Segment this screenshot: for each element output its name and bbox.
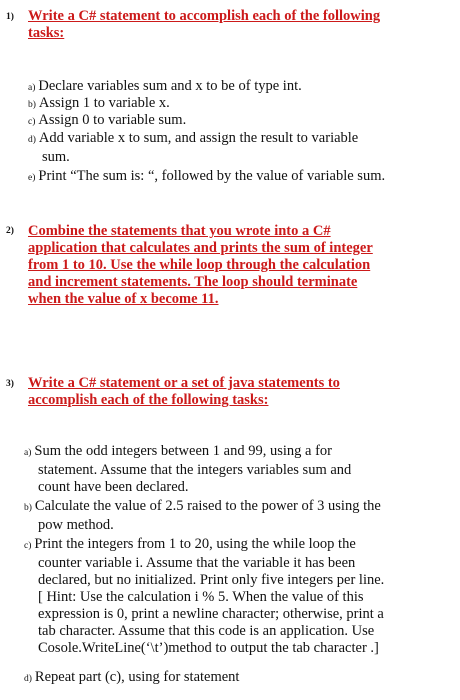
title-line: Combine the statements that you wrote into a C# — [28, 223, 331, 239]
item-text: Print “The sum is: “, followed by the value of variable sum. — [38, 168, 386, 184]
title-line: when the value of x become 11. — [28, 291, 219, 307]
item-text: Assign 1 to variable x. — [38, 95, 170, 111]
item-text: declared, but no initialized. Print only five integers per line. — [38, 572, 385, 588]
title-line: from 1 to 10. Use the while loop through the calculation — [28, 257, 371, 273]
list-item — [24, 536, 444, 657]
item-text: Repeat part (c), using for statement — [34, 669, 240, 685]
list-item — [28, 130, 448, 166]
question-number: 1) — [6, 12, 14, 22]
list-item — [24, 443, 444, 496]
item-text: Declare variables sum and x to be of type int. — [38, 78, 302, 94]
title-line: Write a C# statement to accomplish each of the following — [28, 8, 381, 24]
item-text: Assign 0 to variable sum. — [38, 112, 187, 128]
item-text: pow method. — [38, 517, 114, 533]
item-marker: c) — [24, 541, 32, 551]
item-text: tab character. Assume that this code is an application. Use — [38, 623, 375, 639]
question-title — [28, 375, 446, 409]
item-text: Sum the odd integers between 1 and 99, using a for — [34, 443, 332, 459]
item-marker: e) — [28, 173, 36, 183]
item-marker: d) — [28, 135, 36, 145]
item-text: counter variable i. Assume that the variable it has been — [38, 555, 356, 571]
list-item — [28, 168, 448, 187]
item-text: sum. — [42, 149, 70, 165]
title-line: and increment statements. The loop should terminate — [28, 274, 358, 290]
question-title — [28, 8, 446, 42]
item-text: Calculate the value of 2.5 raised to the power of 3 using the — [34, 498, 381, 514]
item-marker: d) — [24, 674, 32, 684]
title-line: accomplish each of the following tasks: — [28, 392, 269, 408]
question-number: 3) — [6, 379, 14, 389]
item-marker: b) — [28, 100, 36, 110]
item-text: count have been declared. — [38, 479, 189, 495]
item-text: Add variable x to sum, and assign the result to variable — [38, 130, 359, 146]
item-marker: c) — [28, 117, 36, 127]
list-item — [24, 669, 444, 688]
item-text: [ Hint: Use the calculation i % 5. When the value of this — [38, 589, 364, 605]
list-item — [28, 112, 448, 131]
item-marker: a) — [24, 448, 32, 458]
title-line: Write a C# statement or a set of java statements to — [28, 375, 340, 391]
item-marker: a) — [28, 83, 36, 93]
item-text: expression is 0, print a newline character; otherwise, print a — [38, 606, 384, 622]
item-text: statement. Assume that the integers variables sum and — [38, 462, 352, 478]
item-text: Cosole.WriteLine(‘\t’)method to output the tab character .] — [38, 640, 379, 656]
list-item — [24, 498, 444, 534]
item-text: Print the integers from 1 to 20, using the while loop the — [34, 536, 356, 552]
title-line: application that calculates and prints the sum of integer — [28, 240, 373, 256]
item-marker: b) — [24, 503, 32, 513]
question-number: 2) — [6, 226, 14, 236]
question-title — [28, 223, 446, 308]
title-line: tasks: — [28, 25, 65, 41]
